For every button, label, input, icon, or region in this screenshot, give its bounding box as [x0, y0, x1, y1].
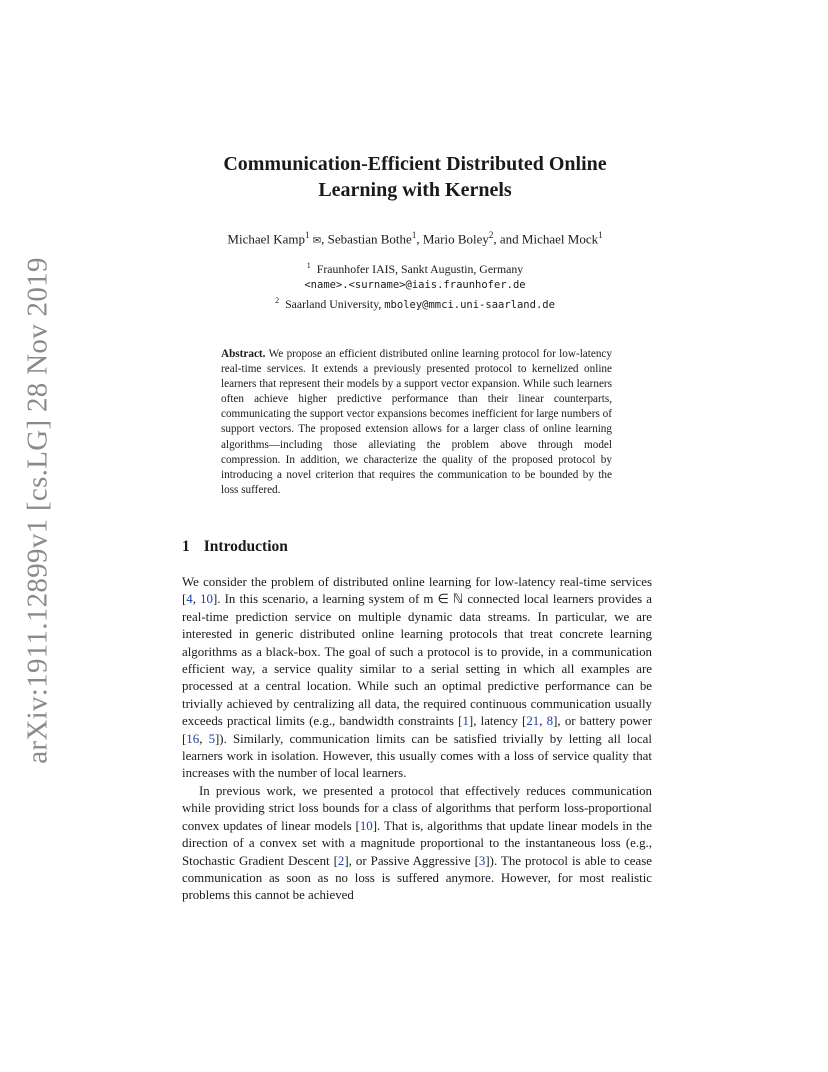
text-run: , — [539, 714, 547, 729]
text-run: ]. That is, algorithms that update linear models in the direction of a convex set with a magnitude proportional to the instantaneous loss (e.g., Stochastic Gradient Descent [ — [182, 818, 653, 868]
arxiv-sidebar — [18, 256, 58, 764]
author-list: Michael Kamp$^1$ ✉, Sebastian Bothe$^1$, Mario Boley$^2$, and Michael Mock$^1$ — [227, 230, 603, 247]
text-run: ]). Similarly, communication limits can be satisfied trivially by letting all local learners work in isolation. However, this usually comes with a loss of service quality that increases with the number of local learners. — [182, 731, 652, 781]
affiliation-mark: 1 — [306, 261, 311, 270]
paragraph — [182, 574, 652, 783]
arxiv-identifier: arXiv:1911.12899v1 [cs.LG] 28 Nov 2019 — [21, 256, 54, 764]
text-run: We consider the problem of distributed online learning for low-latency real-time services [ — [182, 575, 652, 607]
envelope-icon[interactable]: ✉ — [312, 235, 322, 247]
citation-link[interactable]: 1 — [462, 714, 469, 729]
paragraph — [182, 783, 652, 905]
title-line-1: Communication-Efficient Distributed Online — [223, 153, 607, 175]
affiliation-mark: 2 — [275, 295, 280, 305]
affiliation-name: Fraunhofer IAIS, Sankt Augustin, Germany — [316, 261, 524, 276]
affiliation-name: Saarland University, — [285, 296, 382, 311]
citation-link[interactable]: 10 — [200, 592, 213, 607]
citation-link[interactable]: 21 — [526, 714, 540, 729]
affiliation-1-email — [150, 277, 680, 293]
affiliation-2 — [150, 293, 680, 313]
text-run: ]). The protocol is able to cease communication as soon as no loss is suffered anymore. However, for most realistic problems this cannot be achieved — [182, 853, 652, 903]
citation-link[interactable]: 5 — [208, 731, 216, 746]
abstract-text: We propose an efficient distributed online learning protocol for low-latency real-time services. It extends a previously presented protocol to kernelized online learners that represent their models by a support vector expansion. While such learners often achieve higher predictive performance than their linear counterparts, communicating the support vector expansions becomes inefficient for large numbers of support vectors. The proposed extension allows for a larger class of online learning algorithms—including those alleviating the problem above through model compression. In addition, we characterize the quality of the proposed protocol by introducing a novel criterion that requires the communication to be bounded by the loss suffered. — [221, 348, 612, 496]
author-affil-mark: 1 — [411, 230, 417, 240]
section-number: 1 — [182, 538, 190, 555]
author-affil-mark: 2 — [488, 230, 494, 240]
citation-link[interactable]: 8 — [546, 714, 554, 729]
citation-link[interactable]: 2 — [337, 853, 345, 868]
email-address: <name>.<surname>@iais.fraunhofer.de — [304, 278, 526, 291]
text-run: ], latency [ — [468, 714, 527, 729]
text-run: ], or Passive Aggressive [ — [344, 853, 479, 868]
text-run: ], or battery power [ — [182, 714, 652, 746]
author-name: and Michael Mock — [499, 231, 599, 247]
author-name: Michael Kamp — [227, 231, 306, 247]
author-affil-mark: 1 — [598, 230, 603, 240]
text-run: , — [199, 731, 209, 746]
citation-link[interactable]: 4 — [186, 592, 193, 607]
text-run: , — [192, 592, 201, 607]
email-address: mboley@mmci.uni-saarland.de — [384, 298, 555, 311]
abstract-label: Abstract. — [221, 348, 266, 360]
paper-title — [160, 151, 670, 203]
body-text — [182, 574, 652, 905]
title-line-2: Learning with Kernels — [318, 179, 512, 201]
citation-link[interactable]: 3 — [478, 853, 486, 868]
citation-link[interactable]: 16 — [186, 731, 200, 746]
author-name: Mario Boley — [422, 231, 489, 247]
affiliations — [150, 258, 680, 313]
section-heading — [182, 538, 288, 556]
abstract — [221, 347, 612, 498]
section-title: Introduction — [203, 538, 288, 555]
author-affil-mark: 1 — [305, 230, 310, 240]
author-name: Sebastian Bothe — [327, 231, 412, 247]
citation-link[interactable]: 10 — [359, 818, 373, 833]
text-run: ]. In this scenario, a learning system of m ∈ ℕ connected local learners provides a real-time prediction service on multiple dynamic data streams. In particular, we are interested in generic distributed online learning protocols that treat concrete learning algorithms as a black-box. The goal of such a protocol is to provide, in a communication efficient way, a service quality similar to a serial setting in which all examples are processed at a central location. While such an optimal predictive performance can be trivially achieved by centralizing all data, the required continuous communication usually exceeds practical limits (e.g., bandwidth constraints [ — [182, 592, 652, 729]
affiliation-1 — [150, 258, 680, 277]
text-run: In previous work, we presented a protocol that effectively reduces communication while providing strict loss bounds for a class of algorithms that perform loss-proportional convex updates of linear models [ — [182, 783, 652, 833]
